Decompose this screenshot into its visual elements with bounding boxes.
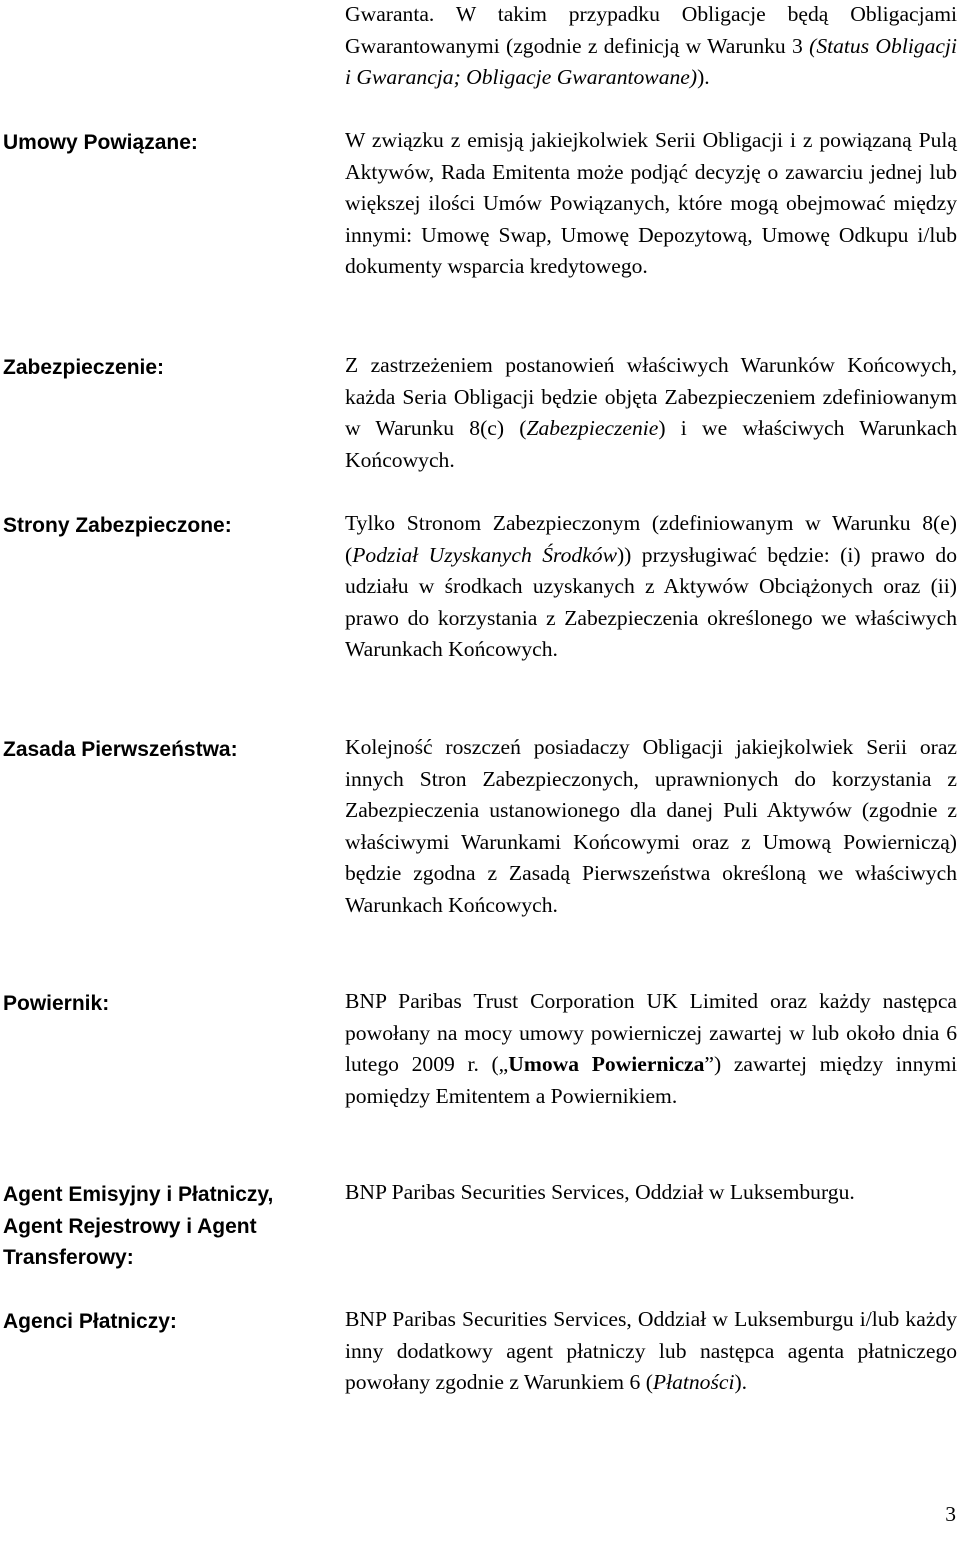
label-zabezpieczenie: Zabezpieczenie:: [3, 356, 165, 379]
text-part-end: ”) zawartej między innymi pomiędzy Emitentem a Powiernikiem.: [345, 1052, 957, 1108]
text-umowy-powiazane: W związku z emisją jakiejkolwiek Serii Obligacji i z powiązaną Pulą Aktywów, Rada Emitenta może podjąć decyzję o zawarciu jednej lub większej ilości Umów Powiązanych, które mogą obejmować między innymi: Umowę Swap, Umowę Depozytową, Umowę Odkupu i/lub dokumenty wsparcia kredytowego.: [345, 128, 957, 279]
text-part-end: ) i we właściwych Warunkach Końcowych.: [345, 416, 957, 472]
continuation-paragraph: [345, 0, 957, 94]
page-number: 3: [945, 1502, 956, 1526]
label-agent-emisyjny: Agent Emisyjny i Płatniczy, Agent Rejestrowy i Agent Transferowy:: [3, 1183, 274, 1269]
text-part: BNP Paribas Trust Corporation UK Limited oraz każdy następca powołany na mocy umowy powierniczej zawartej w lub około dnia 6 lutego 2009 r. („: [345, 989, 957, 1077]
text-zasada-pierwszenstwa: Kolejność roszczeń posiadaczy Obligacji jakiejkolwiek Serii oraz innych Stron Zabezpieczonych, uprawnionych do korzystania z Zabezpieczenia ustanowionego dla danej Puli Aktywów (zgodnie z właściwymi Warunkami Końcowymi oraz z Umową Powierniczą) będzie zgodna z Zasadą Pierwszeństwa określoną we właściwych Warunkach Końcowych.: [345, 735, 957, 917]
text-strony-zabezpieczone: [345, 508, 957, 666]
label-powiernik: Powiernik:: [3, 992, 110, 1015]
continuation-italic: (Status Obligacji i Gwarancja; Obligacje Gwarantowane): [345, 33, 957, 90]
text-part: BNP Paribas Securities Services, Oddział w Luksemburgu i/lub każdy inny dodatkowy agent płatniczy lub następca agenta płatniczego powołany zgodnie z Warunkiem 6 (: [345, 1307, 957, 1395]
text-agent-emisyjny: BNP Paribas Securities Services, Oddział w Luksemburgu.: [345, 1180, 855, 1204]
text-agenci-platniczy: [345, 1304, 957, 1399]
label-agenci-platniczy: Agenci Płatniczy:: [3, 1310, 177, 1333]
text-part-end: ).: [734, 1370, 748, 1395]
text-zabezpieczenie: [345, 350, 957, 476]
label-strony-zabezpieczone: Strony Zabezpieczone:: [3, 514, 232, 537]
text-part-end: )) przysługiwać będzie: (i) prawo do udziału w środkach uzyskanych z Aktywów Obciążonych oraz (ii) prawo do korzystania z Zabezpieczenia określonego we właściwych Warunkach Końcowych.: [345, 542, 957, 662]
text-bold: Umowa Powiernicza: [508, 1052, 705, 1077]
text-italic: Podział Uzyskanych Środków: [352, 542, 617, 567]
continuation-text-end: ).: [697, 65, 710, 90]
text-part: Z zastrzeżeniem postanowień właściwych Warunków Końcowych, każda Seria Obligacji będzie objęta Zabezpieczeniem zdefiniowanym w Warunku 8(c) (: [345, 353, 957, 441]
text-part: Tylko Stronom Zabezpieczonym (zdefiniowanym w Warunku 8(e) (: [345, 511, 957, 567]
text-italic: Płatności: [652, 1370, 735, 1395]
text-italic: Zabezpieczenie: [526, 416, 659, 441]
text-powiernik: [345, 986, 957, 1112]
continuation-text: Gwaranta. W takim przypadku Obligacje będą Obligacjami Gwarantowanymi (zgodnie z definicją w Warunku 3: [345, 2, 957, 58]
label-umowy-powiazane: Umowy Powiązane:: [3, 131, 198, 154]
label-zasada-pierwszenstwa: Zasada Pierwszeństwa:: [3, 738, 238, 761]
